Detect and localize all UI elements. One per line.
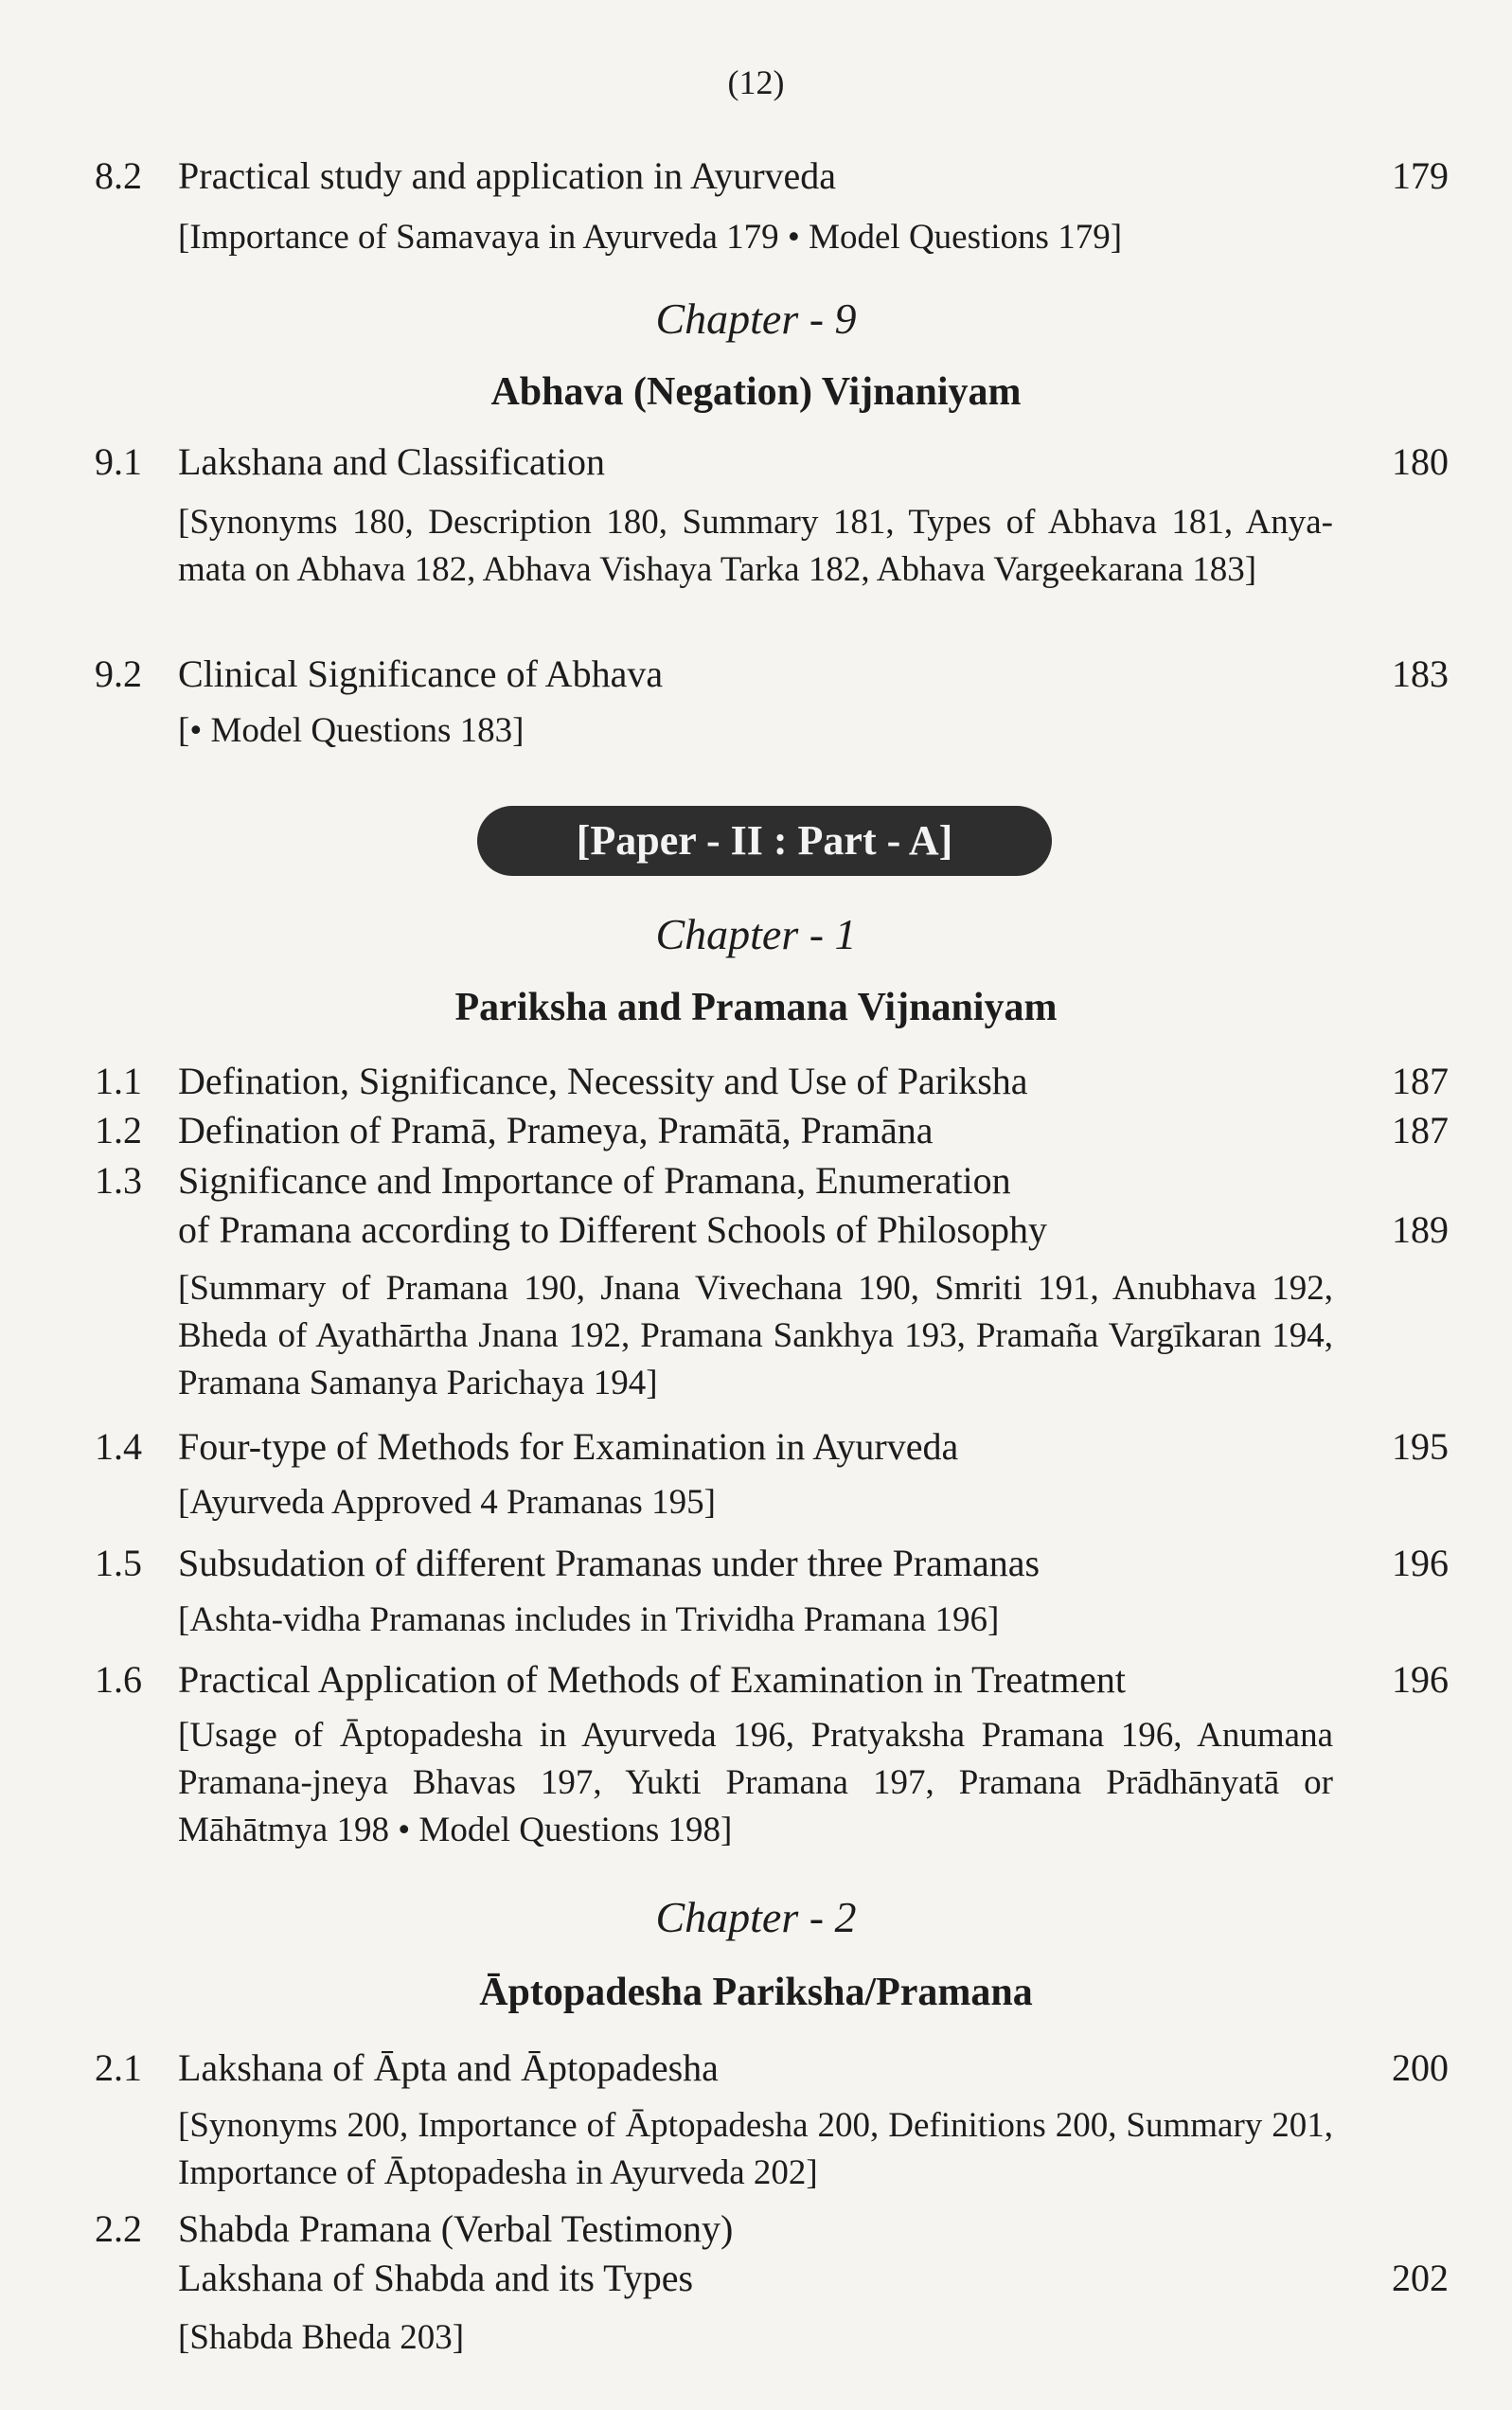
entry-title: Defination of Pramā, Prameya, Pramātā, Pramāna: [178, 1109, 934, 1151]
entry-detail-9-1: [Synonyms 180, Description 180, Summary 181, Types of Abhava 181, Anya-mata on Abhava 182, Abhava Vishaya Tarka 182, Abhava Vargeekarana 183]: [178, 503, 1333, 589]
entry-number: 9.1: [95, 440, 142, 483]
entry-number: 1.3: [95, 1159, 142, 1202]
entry-title: Four-type of Methods for Examination in Ayurveda: [178, 1425, 959, 1468]
entry-page: 187: [1392, 1060, 1449, 1102]
entry-page: 187: [1392, 1109, 1449, 1151]
entry-number: 1.4: [95, 1425, 142, 1468]
entry-title-line2: Lakshana of Shabda and its Types: [178, 2257, 694, 2299]
entry-page: 196: [1392, 1542, 1449, 1584]
entry-page: 183: [1392, 652, 1449, 695]
entry-number: 9.2: [95, 652, 142, 695]
chapter-9-label: Chapter - 9: [655, 295, 857, 343]
entry-number: 1.6: [95, 1658, 142, 1701]
chapter-1-label: Chapter - 1: [655, 910, 857, 958]
entry-number: 2.1: [95, 2046, 142, 2089]
entry-page: 189: [1392, 1208, 1449, 1251]
entry-page: 202: [1392, 2257, 1449, 2299]
entry-title: Significance and Importance of Pramana, Enumeration: [178, 1159, 1011, 1202]
entry-title: Defination, Significance, Necessity and Use of Pariksha: [178, 1060, 1028, 1102]
entry-detail-2-1: [Synonyms 200, Importance of Āptopadesha 200, Definitions 200, Summary 201, Importance of Āptopadesha in Ayurveda 202]: [178, 2106, 1333, 2192]
chapter-1-title: Pariksha and Pramana Vijnaniyam: [454, 986, 1058, 1029]
entry-detail-1-6: [Usage of Āptopadesha in Ayurveda 196, Pratyaksha Pramana 196, Anumana Pramana-jneya Bhavas 197, Yukti Pramana 197, Pramana Prādhānyatā or Māhātmya 198 • Model Questions 198]: [178, 1716, 1333, 1849]
entry-page: 179: [1392, 154, 1449, 197]
entry-page: 195: [1392, 1425, 1449, 1468]
entry-detail-1-4: [Ayurveda Approved 4 Pramanas 195]: [178, 1483, 716, 1522]
entry-number: 1.2: [95, 1109, 142, 1151]
chapter-2-title: Āptopadesha Pariksha/Pramana: [479, 1971, 1033, 2014]
chapter-2-label: Chapter - 2: [655, 1893, 857, 1941]
entry-detail-1-5: [Ashta-vidha Pramanas includes in Trividha Pramana 196]: [178, 1600, 1000, 1639]
paper-part-banner: [Paper - II : Part - A]: [477, 806, 1052, 876]
entry-title: Shabda Pramana (Verbal Testimony): [178, 2207, 734, 2250]
entry-number: 1.5: [95, 1542, 142, 1584]
entry-title-line2: of Pramana according to Different Schools of Philosophy: [178, 1208, 1047, 1251]
entry-page: 196: [1392, 1658, 1449, 1701]
entry-detail-2-2: [Shabda Bheda 203]: [178, 2318, 465, 2357]
entry-detail-9-2: [• Model Questions 183]: [178, 711, 525, 750]
entry-detail-8-2: [Importance of Samavaya in Ayurveda 179 • Model Questions 179]: [178, 218, 1123, 257]
entry-title: Practical study and application in Ayurveda: [178, 154, 837, 197]
entry-title: Clinical Significance of Abhava: [178, 652, 664, 695]
entry-number: 8.2: [95, 154, 142, 197]
entry-title: Practical Application of Methods of Examination in Treatment: [178, 1658, 1126, 1701]
chapter-9-title: Abhava (Negation) Vijnaniyam: [490, 370, 1022, 414]
entry-number: 1.1: [95, 1060, 142, 1102]
entry-title: Subsudation of different Pramanas under three Pramanas: [178, 1542, 1041, 1584]
page-number: (12): [727, 63, 785, 101]
entry-detail-1-3: [Summary of Pramana 190, Jnana Vivechana 190, Smriti 191, Anubhava 192, Bheda of Ayathārtha Jnana 192, Pramana Sankhya 193, Pramaña Vargīkaran 194, Pramana Samanya Parichaya 194]: [178, 1269, 1333, 1402]
entry-page: 180: [1392, 440, 1449, 483]
entry-title: Lakshana and Classification: [178, 440, 605, 483]
entry-number: 2.2: [95, 2207, 142, 2250]
entry-title: Lakshana of Āpta and Āptopadesha: [178, 2046, 719, 2089]
entry-page: 200: [1392, 2046, 1449, 2089]
